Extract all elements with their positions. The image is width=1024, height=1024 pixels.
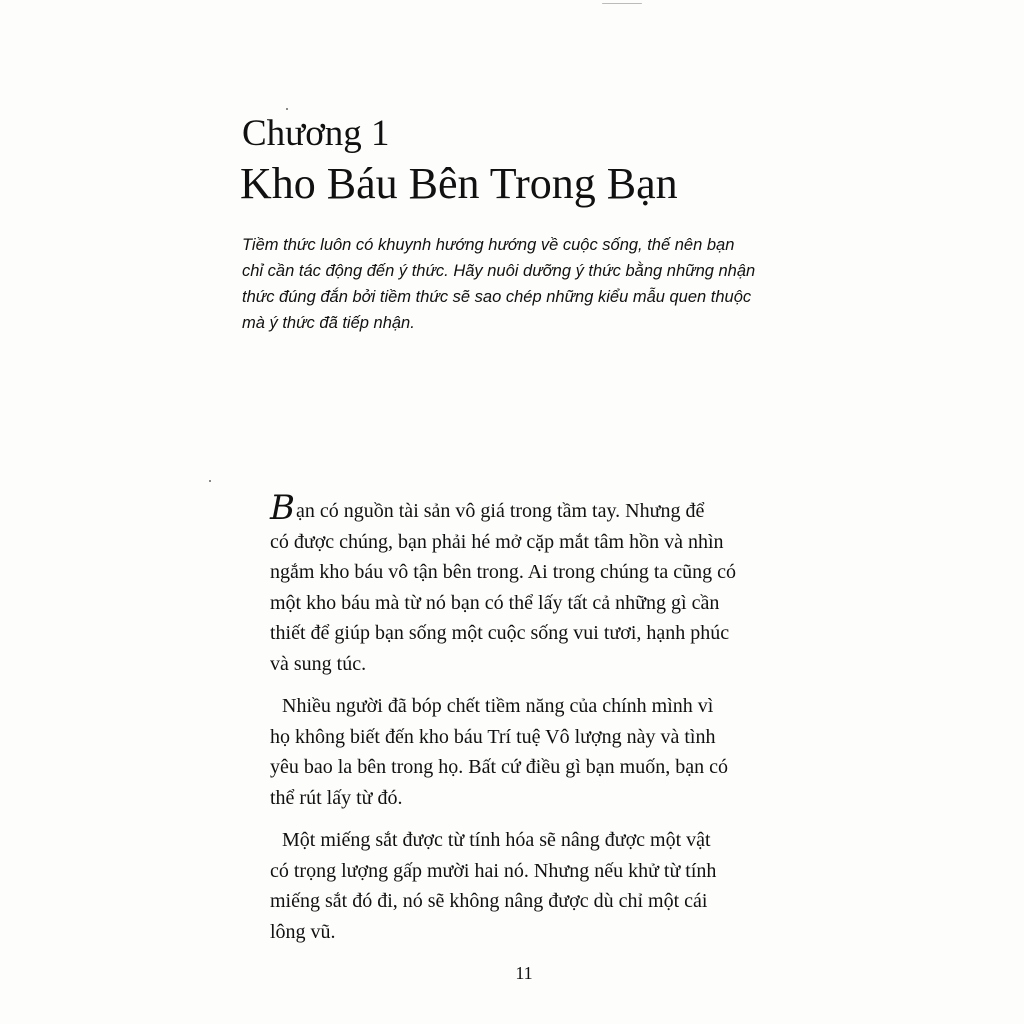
chapter-label: Chương 1 [242,113,390,154]
chapter-title: Kho Báu Bên Trong Bạn [240,159,678,208]
print-speck [286,108,288,110]
paragraph-line: thiết để giúp bạn sống một cuộc sống vui tươi, hạnh phúc [270,622,730,644]
paragraph-line: một kho báu mà từ nó bạn có thể lấy tất cả những gì cần [270,591,720,614]
paragraph-line: yêu bao la bên trong họ. Bất cứ điều gì bạn muốn, bạn có [270,756,728,778]
paragraph-line: có được chúng, bạn phải hé mở cặp mắt tâm hồn và nhìn [270,530,724,553]
paragraph-line: Một miếng sắt được từ tính hóa sẽ nâng được một vật [282,829,711,851]
epigraph-line: chỉ cần tác động đến ý thức. Hãy nuôi dưỡng ý thức bằng những nhận [242,262,756,280]
print-speck [209,480,211,482]
epigraph-line: mà ý thức đã tiếp nhận. [242,314,415,332]
paragraph-1 [270,488,830,679]
paragraph-line: có trọng lượng gấp mười hai nó. Nhưng nếu khử từ tính [270,859,717,882]
paragraph-line-text: ạn có nguồn tài sản vô giá trong tầm tay. Nhưng để [296,500,705,522]
paragraph-line [270,488,830,528]
paragraph-line: Nhiều người đã bóp chết tiềm năng của chính mình vì [282,695,714,717]
paragraph-line: ngắm kho báu vô tận bên trong. Ai trong chúng ta cũng có [270,561,737,583]
body-text [270,488,830,959]
paragraph-line: lông vũ. [270,920,336,943]
drop-cap: B [270,488,295,528]
chapter-epigraph [242,232,822,336]
epigraph-line: Tiềm thức luôn có khuynh hướng hướng về cuộc sống, thế nên bạn [242,236,735,254]
paragraph-line: miếng sắt đó đi, nó sẽ không nâng được dù chỉ một cái [270,890,708,912]
paragraph-3 [270,825,830,947]
paragraph-line: thể rút lấy từ đó. [270,786,403,809]
epigraph-line: thức đúng đắn bởi tiềm thức sẽ sao chép những kiểu mẫu quen thuộc [242,288,752,306]
page-number: 11 [515,963,533,983]
print-speck [602,3,642,4]
paragraph-2 [270,691,830,813]
paragraph-line: họ không biết đến kho báu Trí tuệ Vô lượng này và tình [270,725,716,748]
paragraph-line: và sung túc. [270,652,367,675]
